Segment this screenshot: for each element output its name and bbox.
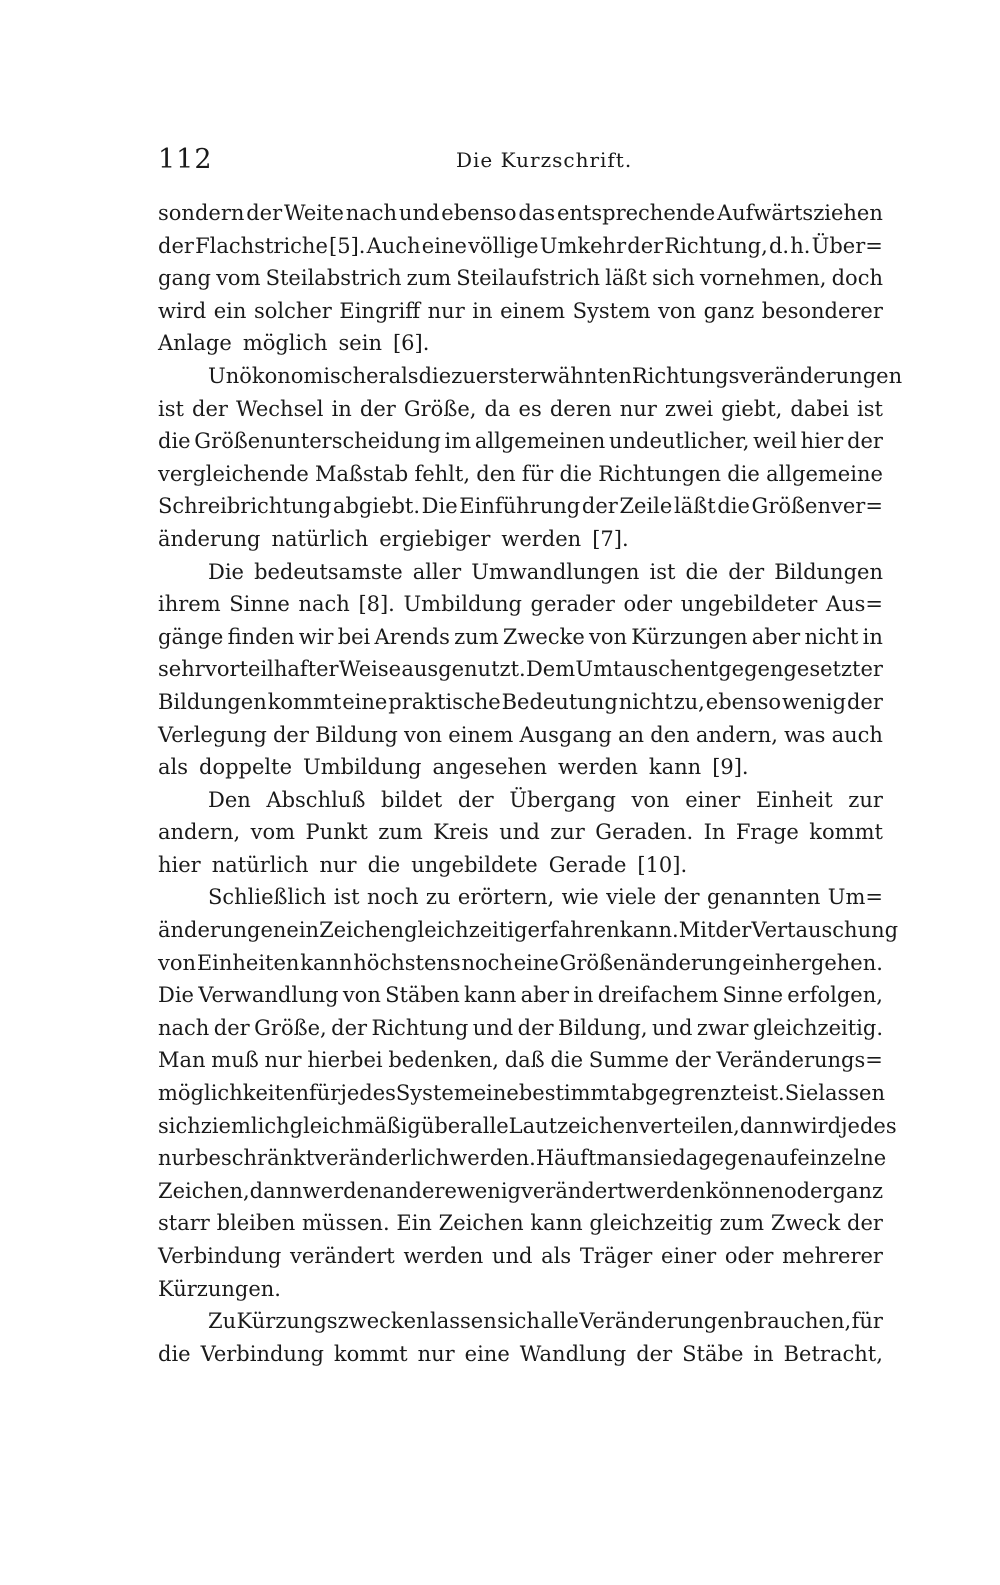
- text-line: Man muß nur hierbei bedenken, daß die Summe der Veränderungs=: [158, 1048, 883, 1073]
- text-line: die Verbindung kommt nur eine Wandlung der Stäbe in Betracht,: [158, 1341, 883, 1366]
- text-line: andern, vom Punkt zum Kreis und zur Geraden. In Frage kommt: [158, 820, 883, 845]
- text-line: wird ein solcher Eingriff nur in einem System von ganz besonderer: [158, 298, 883, 323]
- text-line: Bildungen kommt eine praktische Bedeutung nicht zu, ebenso wenig der: [158, 689, 883, 714]
- page-number: 112: [158, 144, 213, 175]
- text-line: hier natürlich nur die ungebildete Gerade [10].: [158, 852, 688, 877]
- text-line: starr bleiben müssen. Ein Zeichen kann gleichzeitig zum Zweck der: [158, 1211, 883, 1236]
- text-line: Zu Kürzungszwecken lassen sich alle Veränderungen brauchen, für: [208, 1309, 883, 1334]
- text-line: von Einheiten kann höchstens noch eine Größenänderung einhergehen.: [158, 950, 883, 975]
- running-title: Die Kurzschrift.: [456, 148, 633, 172]
- text-line: Schließlich ist noch zu erörtern, wie viele der genannten Um=: [208, 885, 883, 910]
- text-line: nur beschränkt veränderlich werden. Häuft man sie dagegen auf einzelne: [158, 1146, 887, 1171]
- text-line: Die bedeutsamste aller Umwandlungen ist die der Bildungen: [208, 559, 883, 584]
- text-line: als doppelte Umbildung angesehen werden kann [9].: [158, 755, 749, 780]
- text-line: Die Verwandlung von Stäben kann aber in dreifachem Sinne erfolgen,: [158, 983, 883, 1008]
- text-line: Anlage möglich sein [6].: [158, 331, 430, 356]
- text-line: Kürzungen.: [158, 1276, 281, 1301]
- body-text: [158, 197, 903, 1370]
- text-line: Zeichen, dann werden andere wenig verändert werden können oder ganz: [158, 1178, 884, 1203]
- text-line: Verbindung verändert werden und als Träger einer oder mehrerer: [158, 1244, 883, 1268]
- text-line: ihrem Sinne nach [8]. Umbildung gerader oder ungebildeter Aus=: [158, 592, 883, 617]
- text-line: sehr vorteilhafter Weise ausgenutzt. Dem Umtausch entgegengesetzter: [158, 657, 883, 682]
- text-line: der Flachstriche [5]. Auch eine völlige Umkehr der Richtung, d. h. Über=: [158, 233, 883, 258]
- text-line: ist der Wechsel in der Größe, da es deren nur zwei giebt, dabei ist: [158, 396, 883, 421]
- text-line: möglichkeiten für jedes System eine bestimmt abgegrenzte ist. Sie lassen: [158, 1081, 886, 1106]
- text-line: sondern der Weite nach und ebenso das entsprechende Aufwärtsziehen: [158, 201, 883, 225]
- text-line: die Größenunterscheidung im allgemeinen undeutlicher, weil hier der: [158, 429, 883, 454]
- text-line: nach der Größe, der Richtung und der Bildung, und zwar gleichzeitig.: [158, 1015, 883, 1040]
- text-line: Unökonomischer als die zuerst erwähnten Richtungsveränderungen: [208, 363, 903, 388]
- text-line: Schreibrichtung abgiebt. Die Einführung der Zeile läßt die Größenver=: [158, 494, 883, 519]
- text-line: änderung natürlich ergiebiger werden [7].: [158, 526, 629, 551]
- text-line: vergleichende Maßstab fehlt, den für die Richtungen die allgemeine: [158, 461, 883, 486]
- text-line: sich ziemlich gleichmäßig über alle Lautzeichen verteilen, dann wird jedes: [158, 1113, 897, 1138]
- text-line: gänge finden wir bei Arends zum Zwecke von Kürzungen aber nicht in: [158, 624, 883, 649]
- text-line: Den Abschluß bildet der Übergang von einer Einheit zur: [208, 787, 883, 812]
- text-line: Verlegung der Bildung von einem Ausgang an den andern, was auch: [158, 722, 883, 747]
- text-line: änderungen ein Zeichen gleichzeitig erfahren kann. Mit der Vertauschung: [158, 918, 899, 943]
- page-header: [158, 144, 883, 180]
- text-line: gang vom Steilabstrich zum Steilaufstrich läßt sich vornehmen, doch: [158, 266, 883, 291]
